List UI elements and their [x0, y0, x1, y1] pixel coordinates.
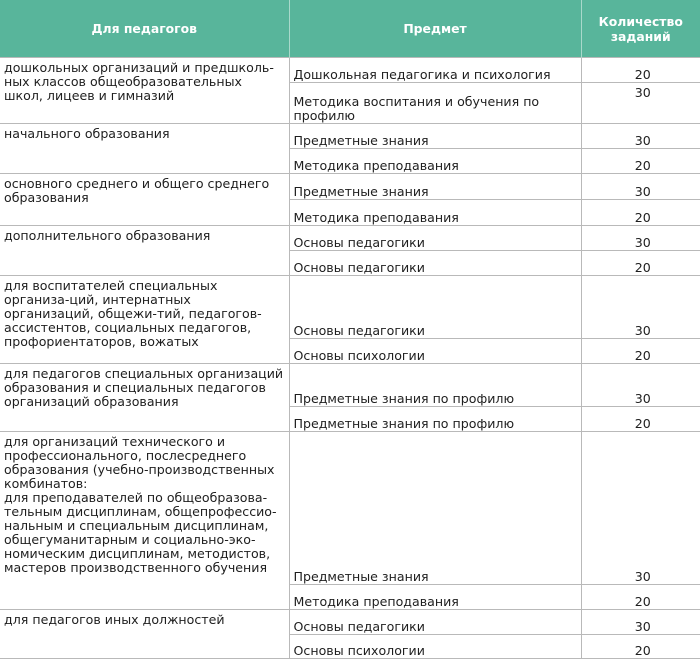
subject-cell: Методика преподавания: [289, 585, 581, 610]
count-cell: 30: [581, 226, 700, 251]
count-cell: 30: [581, 364, 700, 407]
subject-cell: Методика воспитания и обучения по профилю: [289, 83, 581, 124]
table-header-row: [0, 0, 700, 58]
table-row: [0, 364, 700, 407]
category-cell: основного среднего и общего среднего образования: [0, 174, 289, 226]
count-cell: 30: [581, 174, 700, 200]
subject-cell: Предметные знания: [289, 124, 581, 149]
count-cell: 20: [581, 58, 700, 83]
subject-cell: Предметные знания по профилю: [289, 407, 581, 432]
subject-cell: Предметные знания: [289, 174, 581, 200]
subject-cell: Основы педагогики: [289, 226, 581, 251]
table-row: [0, 174, 700, 200]
subject-cell: Основы педагогики: [289, 251, 581, 276]
count-cell: 20: [581, 251, 700, 276]
subject-cell: Дошкольная педагогика и психология: [289, 58, 581, 83]
category-cell: дополнительного образования: [0, 226, 289, 276]
category-cell: начального образования: [0, 124, 289, 174]
count-cell: 30: [581, 432, 700, 585]
count-cell: 30: [581, 83, 700, 124]
count-cell: 20: [581, 635, 700, 659]
subject-cell: Предметные знания: [289, 432, 581, 585]
category-cell: дошкольных организаций и предшколь-ных классов общеобразовательных школ, лицеев и гимназий: [0, 58, 289, 124]
subject-cell: Основы психологии: [289, 339, 581, 364]
category-cell: для педагогов специальных организаций образования и специальных педагогов организаций образования: [0, 364, 289, 432]
table-row: [0, 610, 700, 635]
category-cell: для организаций технического и профессионального, послесреднего образования (учебно-производственных комбинатов: для преподавателей по общеобразова-тельным дисциплинам, общепрофессио-нальным и специальным дисциплинам, общегуманитарным и социально-эко-номическим дисциплинам, методистов, мастеров производственного обучения: [0, 432, 289, 610]
table-row: [0, 276, 700, 339]
count-cell: 20: [581, 585, 700, 610]
table-row: [0, 226, 700, 251]
subject-cell: Методика преподавания: [289, 149, 581, 174]
count-cell: 20: [581, 339, 700, 364]
category-cell: для педагогов иных должностей: [0, 610, 289, 659]
table-row: [0, 432, 700, 585]
count-cell: 30: [581, 124, 700, 149]
subject-cell: Основы педагогики: [289, 276, 581, 339]
subject-cell: Предметные знания по профилю: [289, 364, 581, 407]
count-cell: 30: [581, 610, 700, 635]
subject-cell: Методика преподавания: [289, 200, 581, 226]
count-cell: 20: [581, 149, 700, 174]
table-row: [0, 58, 700, 83]
table-row: [0, 124, 700, 149]
header-for-teachers: Для педагогов: [0, 0, 289, 58]
count-cell: 20: [581, 200, 700, 226]
subject-cell: Основы психологии: [289, 635, 581, 659]
count-cell: 20: [581, 407, 700, 432]
count-cell: 30: [581, 276, 700, 339]
header-subject: Предмет: [289, 0, 581, 58]
header-task-count: Количество заданий: [581, 0, 700, 58]
subject-cell: Основы педагогики: [289, 610, 581, 635]
category-cell: для воспитателей специальных организа-ций, интернатных организаций, общежи-тий, педагогов-ассистентов, социальных педагогов, профориентаторов, вожатых: [0, 276, 289, 364]
